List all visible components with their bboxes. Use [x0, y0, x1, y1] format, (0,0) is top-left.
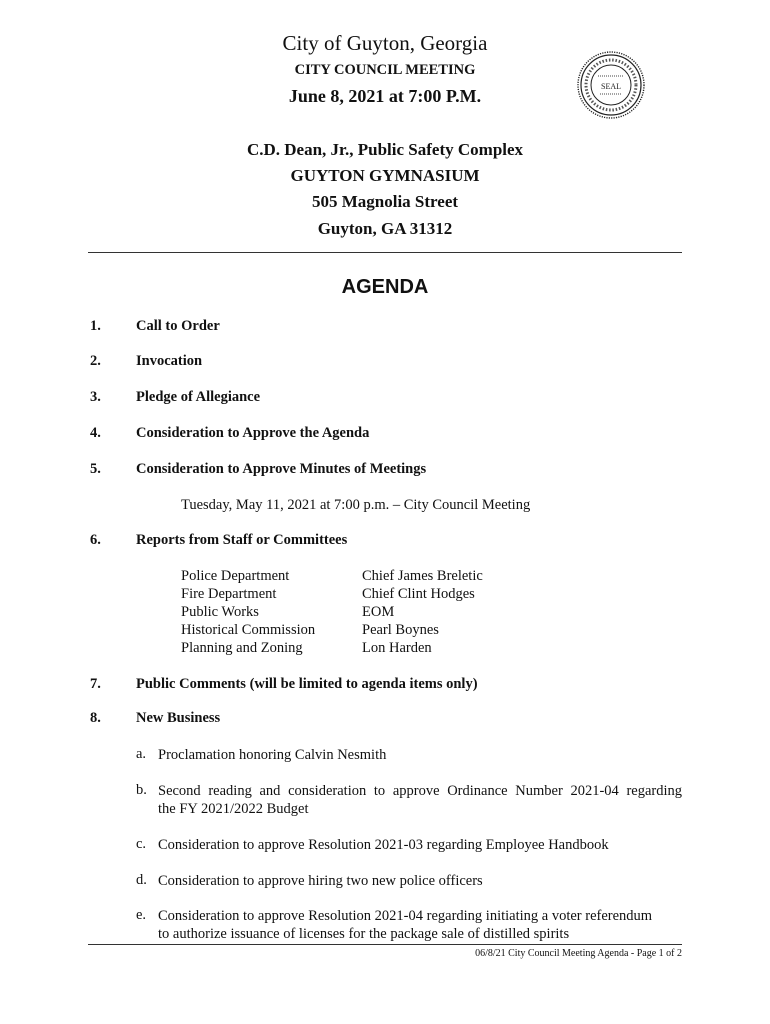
report-department: Public Works — [181, 604, 259, 620]
item-number: 4. — [90, 425, 101, 441]
business-text: Proclamation honoring Calvin Nesmith — [158, 747, 387, 763]
item-label: Public Comments (will be limited to agenda items only) — [136, 676, 478, 692]
footer-divider — [88, 944, 682, 945]
item-label: Consideration to Approve Minutes of Meetings — [136, 461, 427, 477]
business-letter: e. — [136, 907, 147, 923]
minutes-meeting-entry: Tuesday, May 11, 2021 at 7:00 p.m. – City Council Meeting — [181, 497, 531, 513]
item-label: Call to Order — [136, 318, 220, 334]
report-person: Chief James Breletic — [362, 568, 483, 584]
item-number: 2. — [90, 353, 101, 369]
item-number: 7. — [90, 676, 101, 692]
item-label: Pledge of Allegiance — [136, 389, 261, 405]
business-text: Consideration to approve Resolution 2021-03 regarding Employee Handbook — [158, 837, 609, 853]
item-number: 1. — [90, 318, 101, 334]
report-department: Fire Department — [181, 586, 277, 602]
business-letter: c. — [136, 836, 147, 852]
item-label: Reports from Staff or Committees — [136, 532, 348, 548]
report-person: Chief Clint Hodges — [362, 586, 475, 602]
report-person: Lon Harden — [362, 640, 432, 656]
agenda-title: AGENDA — [341, 276, 429, 298]
item-number: 8. — [90, 710, 101, 726]
business-letter: d. — [136, 872, 147, 888]
venue-line-2: GUYTON GYMNASIUM — [290, 166, 480, 185]
business-letter: b. — [136, 782, 147, 798]
business-text-continued: the FY 2021/2022 Budget — [158, 801, 309, 817]
business-text: Consideration to approve Resolution 2021-04 regarding initiating a voter referendum — [158, 908, 653, 924]
item-label: Invocation — [136, 353, 203, 369]
city-seal-icon — [576, 50, 646, 120]
venue-line-1: C.D. Dean, Jr., Public Safety Complex — [246, 140, 524, 159]
business-letter: a. — [136, 746, 147, 762]
report-department: Police Department — [181, 568, 290, 584]
venue-line-3: 505 Magnolia Street — [311, 192, 459, 211]
item-number: 3. — [90, 389, 101, 405]
report-person: Pearl Boynes — [362, 622, 439, 638]
page-footer: 06/8/21 City Council Meeting Agenda - Page 1 of 2 — [475, 948, 682, 959]
item-number: 5. — [90, 461, 101, 477]
report-department: Historical Commission — [181, 622, 316, 638]
seal-text: SEAL — [601, 82, 621, 91]
item-label: Consideration to Approve the Agenda — [136, 425, 370, 441]
report-person: EOM — [362, 604, 395, 620]
business-text-continued: to authorize issuance of licenses for the package sale of distilled spirits — [158, 926, 570, 942]
business-text: Consideration to approve hiring two new police officers — [158, 873, 483, 889]
venue-line-4: Guyton, GA 31312 — [317, 219, 453, 238]
item-label: New Business — [136, 710, 221, 726]
meeting-date: June 8, 2021 at 7:00 P.M. — [288, 86, 482, 106]
header-divider — [88, 252, 682, 253]
meeting-type: CITY COUNCIL MEETING — [294, 62, 476, 78]
report-department: Planning and Zoning — [181, 640, 303, 656]
business-text: Second reading and consideration to approve Ordinance Number 2021-04 regarding — [158, 783, 682, 799]
city-title: City of Guyton, Georgia — [282, 31, 488, 55]
item-number: 6. — [90, 532, 101, 548]
